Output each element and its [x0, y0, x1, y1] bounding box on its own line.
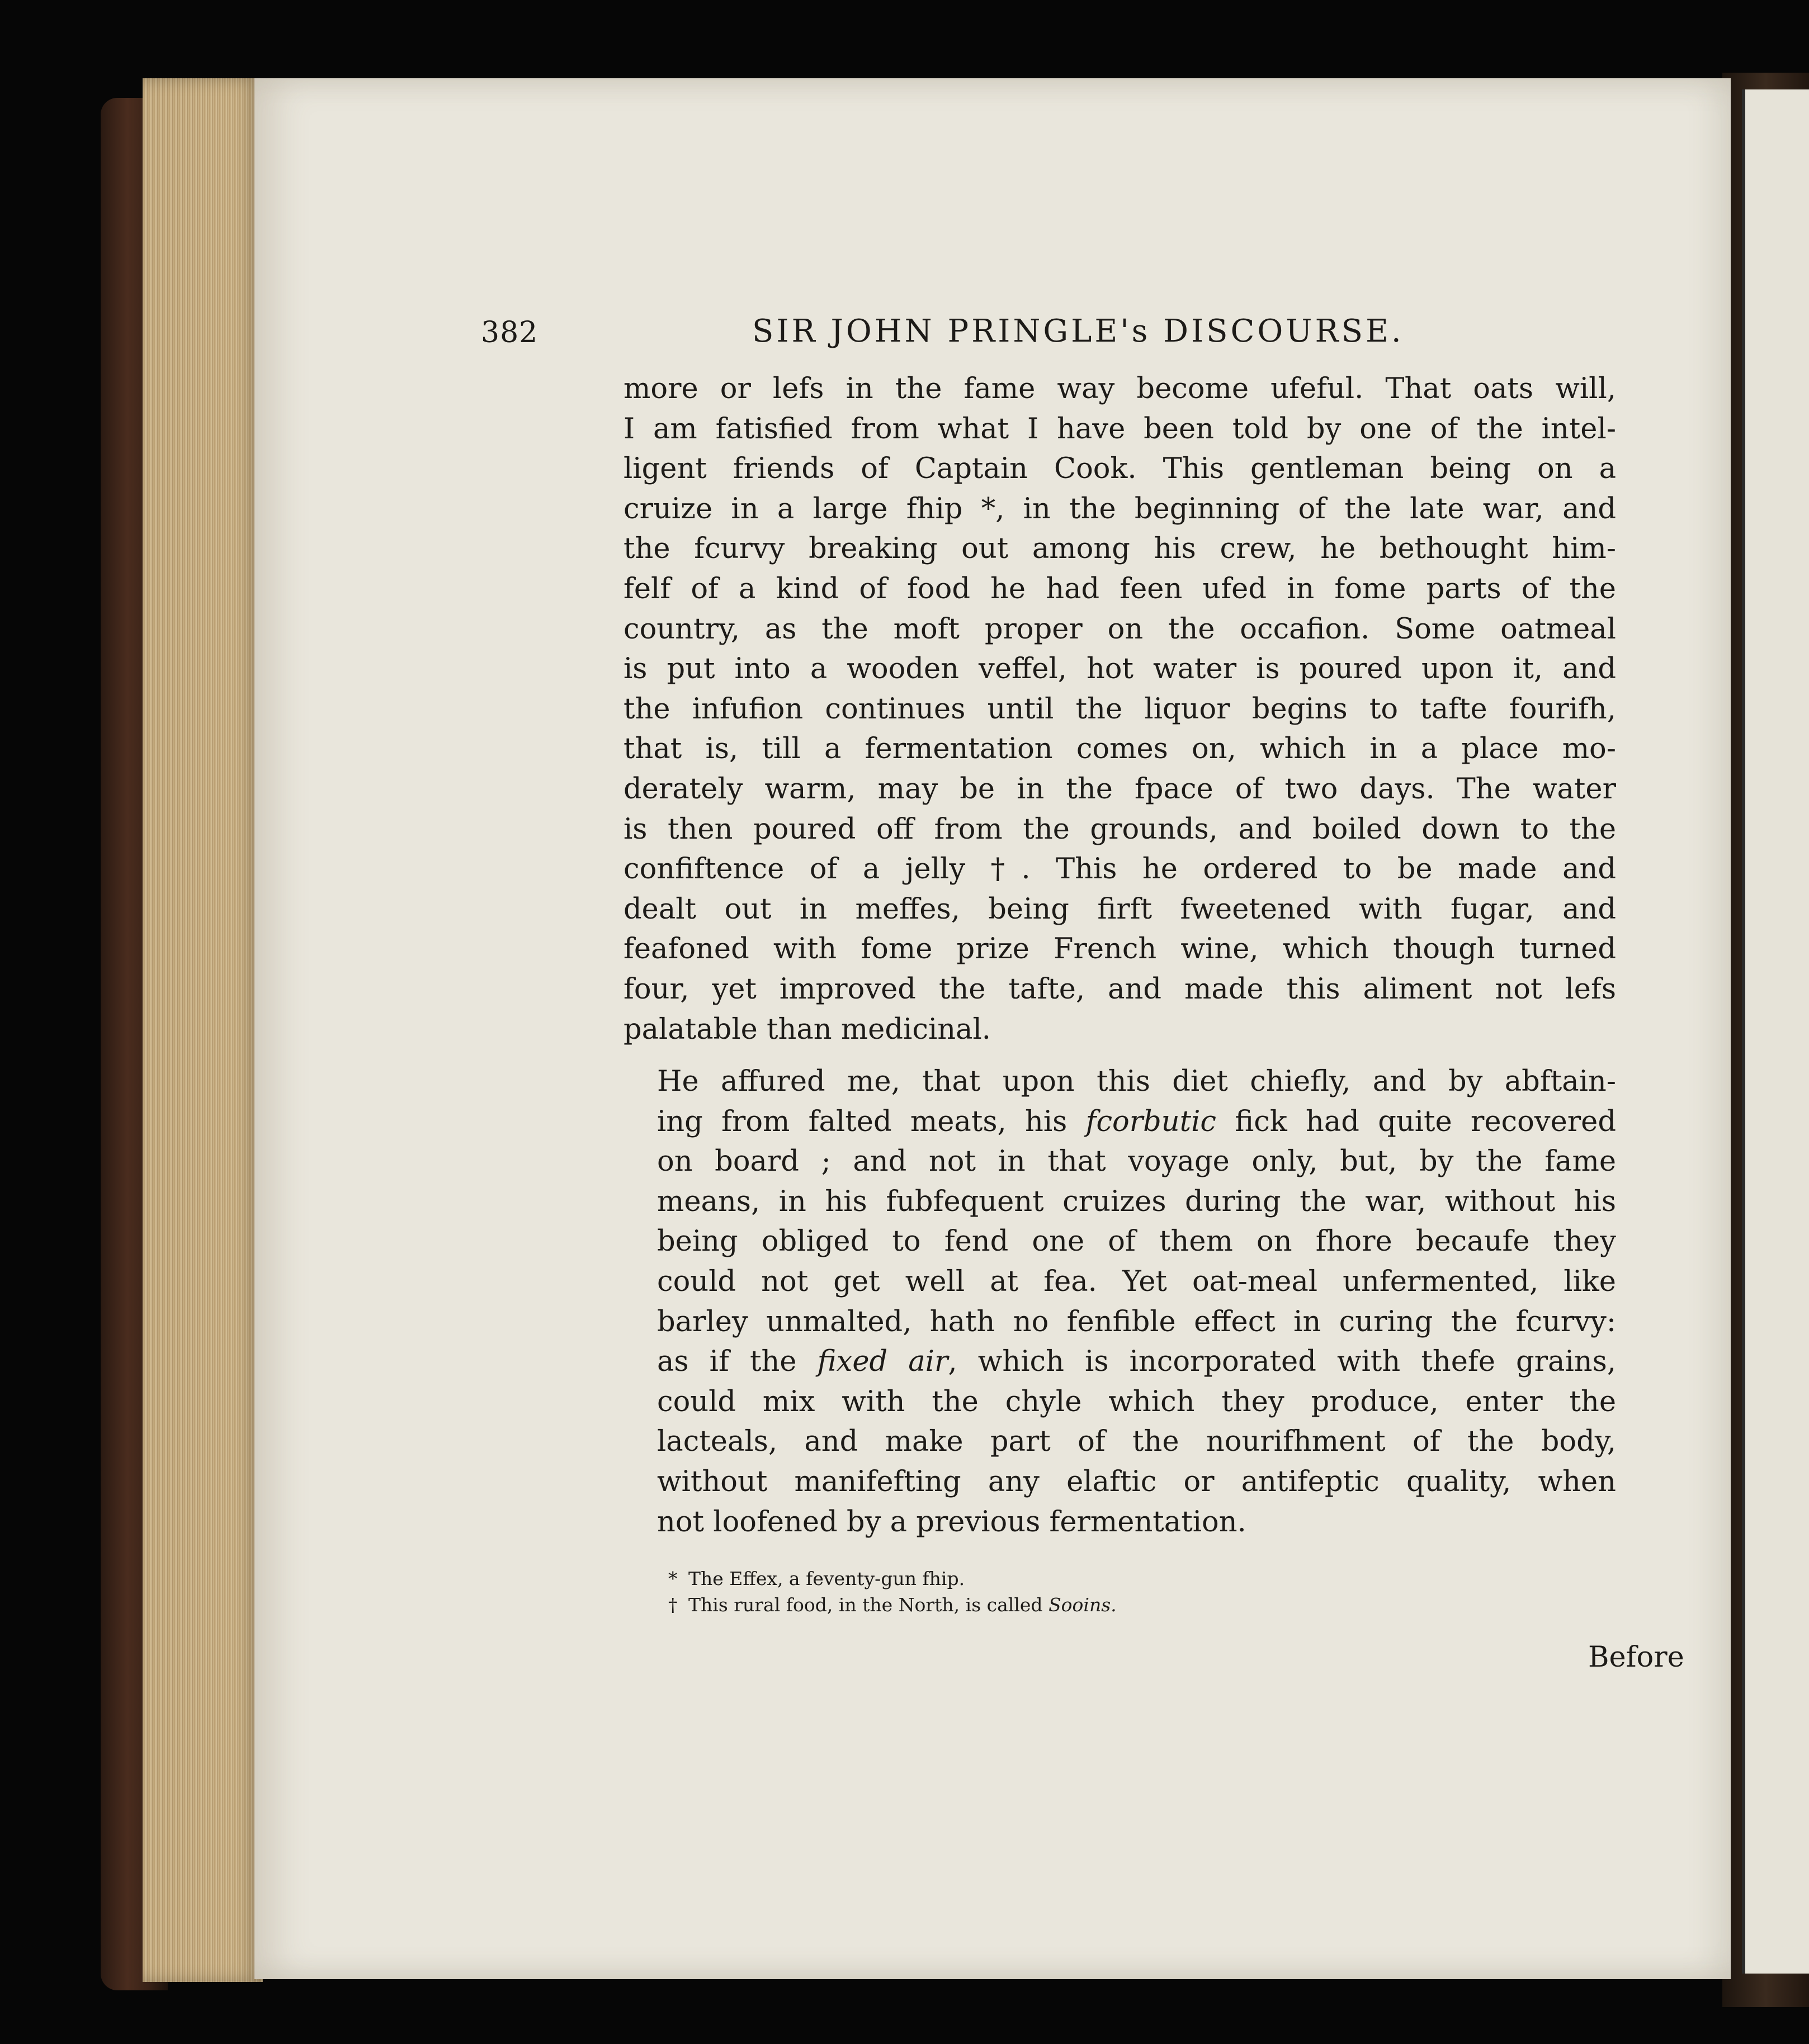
page-content	[254, 78, 1731, 1979]
text-line: palatable than medicinal.	[624, 1012, 991, 1046]
text-line: being obliged to fend one of them on fhore becaufe they	[657, 1225, 1616, 1258]
text-line: I am fatisfied from what I have been told by one of the intel-	[624, 412, 1616, 446]
text-line: means, in his fubfequent cruizes during the war, without his	[657, 1185, 1616, 1218]
text-line: He affured me, that upon this diet chiefly, and by abftain-	[657, 1065, 1616, 1099]
italic-term: fcorbutic	[1085, 1105, 1216, 1138]
text-line: cruize in a large fhip *, in the beginning of the late war, and	[624, 492, 1616, 526]
text-line: derately warm, may be in the fpace of two days. The water	[624, 772, 1616, 806]
text-run: ing from falted meats, his	[657, 1105, 1086, 1138]
text-line: confiftence of a jelly †. This he ordered to be made and	[624, 853, 1616, 886]
text-line-fixed-air	[624, 1342, 1616, 1382]
text-line: felf of a kind of food he had feen ufed in fome parts of the	[624, 572, 1616, 605]
body-text	[624, 369, 1616, 1542]
footnote-text: This rural food, in the North, is called	[688, 1594, 1049, 1616]
text-line: ligent friends of Captain Cook. This gentleman being on a	[624, 452, 1616, 486]
text-line: is put into a wooden veffel, hot water is poured upon it, and	[624, 652, 1616, 686]
page-edges	[143, 78, 263, 1982]
text-line: that is, till a fermentation comes on, which in a place mo-	[624, 732, 1616, 766]
italic-term: Sooins.	[1048, 1594, 1117, 1616]
text-line: more or lefs in the fame way become ufeful. That oats will,	[624, 372, 1616, 405]
footnote-2	[668, 1592, 1117, 1618]
text-line: four, yet improved the tafte, and made this aliment not lefs	[624, 972, 1616, 1006]
text-line: barley unmalted, hath no fenfible effect in curing the fcurvy:	[657, 1305, 1616, 1338]
text-line: feafoned with fome prize French wine, which though turned	[624, 933, 1616, 966]
text-line: country, as the moft proper on the occafion. Some oatmeal	[624, 612, 1616, 646]
footnote-mark: †	[668, 1594, 678, 1616]
text-line: is then poured off from the grounds, and boiled down to the	[624, 812, 1616, 846]
text-line: lacteals, and make part of the nourifhment of the body,	[657, 1425, 1616, 1459]
footnote-text: The Effex, a feventy-gun fhip.	[688, 1568, 965, 1589]
footnote-mark: *	[668, 1568, 678, 1589]
text-line: could mix with the chyle which they produce, enter the	[657, 1385, 1616, 1418]
paragraph-1	[624, 369, 1616, 1049]
text-line: dealt out in meffes, being firft fweetened with fugar, and	[624, 892, 1616, 926]
text-line: the fcurvy breaking out among his crew, he bethought him-	[624, 532, 1616, 566]
text-line: on board ; and not in that voyage only, but, by the fame	[657, 1145, 1616, 1179]
italic-term: fixed air	[817, 1345, 948, 1379]
text-run: as if the	[657, 1345, 818, 1379]
footnotes	[668, 1565, 1117, 1618]
text-run: fick had quite recovered	[1216, 1105, 1616, 1138]
book-page	[254, 78, 1731, 1979]
text-line: not loofened by a previous fermentation.	[657, 1505, 1246, 1539]
text-line: could not get well at fea. Yet oat-meal unfermented, like	[657, 1265, 1616, 1299]
text-line: the infufion continues until the liquor begins to tafte fourifh,	[624, 692, 1616, 726]
text-run: , which is incorporated with thefe grains,	[948, 1345, 1617, 1379]
text-line: without manifefting any elaftic or antifeptic quality, when	[657, 1465, 1616, 1499]
text-line-scorbutic	[624, 1102, 1616, 1142]
page-number: 382	[481, 316, 539, 349]
footnote-1	[668, 1565, 1117, 1592]
facing-page-edge	[1742, 89, 1809, 1974]
running-head: SIR JOHN PRINGLE's DISCOURSE.	[752, 313, 1404, 349]
catchword: Before	[1588, 1641, 1684, 1674]
paragraph-2	[624, 1062, 1616, 1542]
